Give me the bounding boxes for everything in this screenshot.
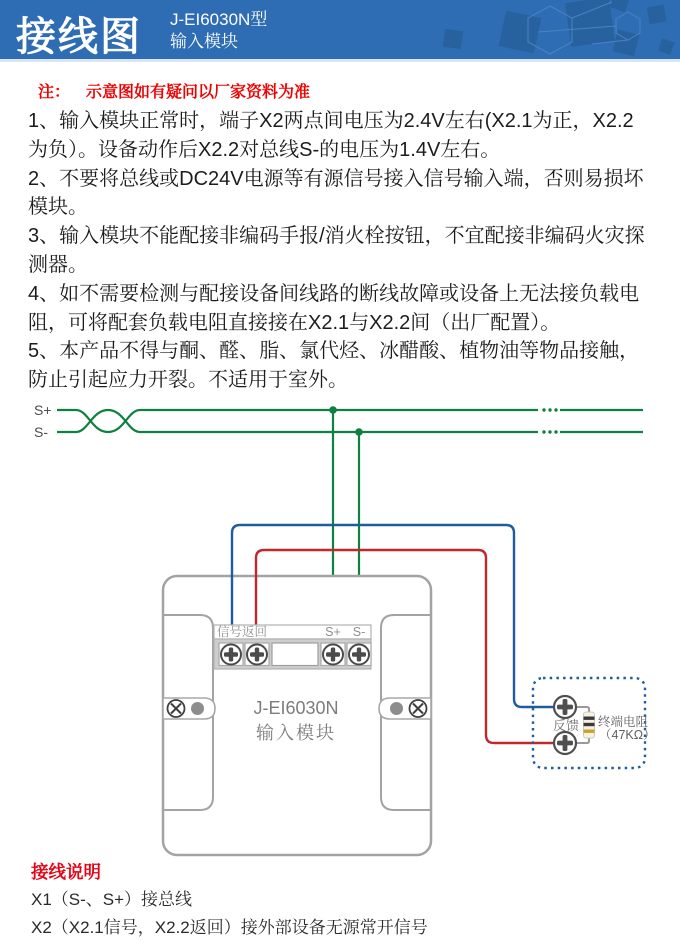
- mount-left: [163, 698, 215, 719]
- header-banner: [0, 0, 680, 62]
- terminal-resistor-name: 终端电阻: [598, 715, 649, 729]
- header-model: J-EI6030N型: [170, 10, 268, 29]
- note-text: 示意图如有疑问以厂家资料为准: [86, 84, 311, 101]
- page-title: 接线图: [16, 15, 142, 59]
- mount-right: [379, 698, 431, 719]
- terminal-label-s-minus: S-: [352, 625, 366, 639]
- instruction-2: 2、不要将总线或DC24V电源等有源信号接入信号输入端，否则易损坏模块。: [28, 167, 644, 219]
- terminal-resistor-value: （47KΩ）: [599, 728, 656, 742]
- instruction-list: [28, 107, 652, 395]
- wiring-note-x1: X1（S-、S+）接总线: [31, 890, 193, 909]
- terminal-blank-slot: [272, 643, 318, 666]
- note-line: [38, 79, 310, 102]
- module-name-text: 输入模块: [256, 723, 336, 743]
- twist-wire-a: [76, 410, 140, 432]
- twist-wire-b: [76, 410, 140, 432]
- module-model-text: J-EI6030N: [253, 698, 339, 718]
- header-cubes-decoration: [360, 0, 680, 62]
- instruction-4: 4、如不需要检测与配接设备间线路的断线故障或设备上无法接负载电阻，可将配套负载电阻直接接在X2.1与X2.2间（出厂配置）。: [28, 282, 640, 334]
- wiring-notes: [31, 858, 428, 942]
- wiring-diagram: [0, 398, 680, 860]
- mount-dot-icon: [390, 702, 403, 715]
- bus-s-plus-label: S+: [34, 402, 52, 418]
- instruction-3: 3、输入模块不能配接非编码手报/消火栓按钮，不宜配接非编码火灾探测器。: [28, 225, 645, 276]
- header-module-type: 输入模块: [170, 32, 238, 51]
- feedback-box: [533, 678, 656, 768]
- terminal-resistor-icon: [584, 712, 595, 738]
- header-subtitle: [170, 9, 267, 53]
- feedback-label: 反馈: [552, 718, 580, 733]
- bus-s-minus-label: S-: [34, 424, 48, 440]
- terminal-label-signal-return: 信号返回: [217, 625, 268, 639]
- instruction-1: 1、输入模块正常时，端子X2两点间电压为2.4V左右(X2.1为正，X2.2为负）。设备动作后X2.2对总线S-的电压为1.4V左右。: [28, 110, 634, 161]
- note-label: 注：: [38, 84, 71, 101]
- instruction-5: 5、本产品不得与酮、醛、脂、氯代烃、冰醋酸、植物油等物品接触，防止引起应力开裂。不适用于室外。: [28, 340, 640, 392]
- wiring-notes-title: 接线说明: [31, 862, 101, 882]
- terminal-label-s-plus: S+: [325, 625, 341, 639]
- mount-dot-icon: [191, 702, 204, 715]
- wiring-note-x2: X2（X2.1信号，X2.2返回）接外部设备无源常开信号: [31, 918, 428, 937]
